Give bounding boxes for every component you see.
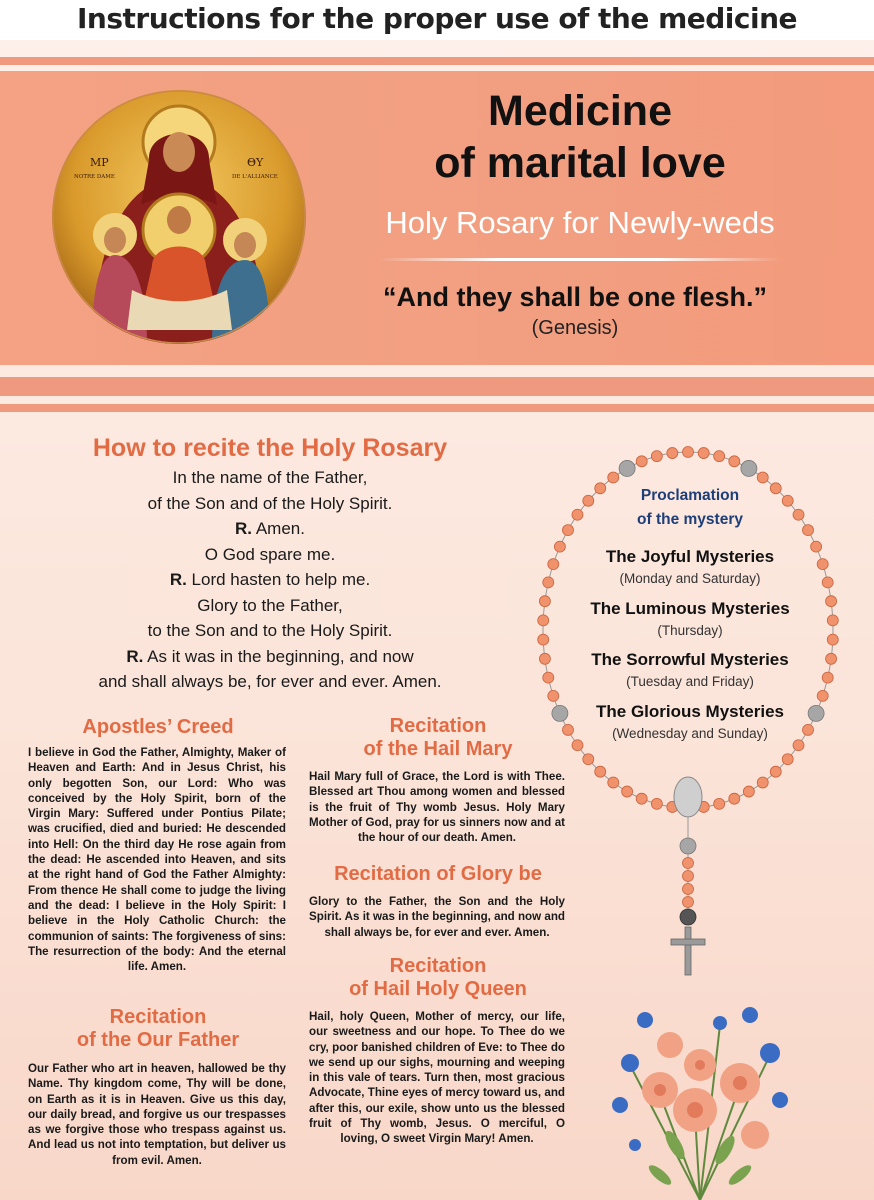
rosary-bead	[683, 447, 694, 458]
prayer-line	[40, 593, 500, 619]
prayer-line-text: and shall always be, for ever and ever. Amen.	[98, 672, 442, 691]
hero-divider	[378, 258, 780, 261]
hero-title-line2: of marital love	[434, 139, 726, 187]
rosary-bead	[714, 451, 725, 462]
rosary-bead	[583, 495, 594, 506]
rosary-bead	[539, 653, 550, 664]
prayer-line-text: O God spare me.	[204, 544, 336, 564]
rosary-bead	[608, 777, 619, 788]
rosary-bead	[651, 451, 662, 462]
rosary-bead	[636, 793, 647, 804]
rosary-bead	[538, 615, 549, 626]
rosary-bead	[714, 798, 725, 809]
hail-holy-queen-text: Hail, holy Queen, Mother of mercy, our life, our sweetness and our hope. To Thee do we cry, poor banished children of Eve: to Thee do we send up our sighs, mourning and weeping in this vale of tears. Turn then, most gracious Advocate, Thine eyes of mercy toward us, and after this, our exile, show unto us the blessed fruit of Thy womb, Jesus. O merciful, O loving, O sweet Virgin Mary! Amen.	[309, 1010, 565, 1146]
rosary-bead	[826, 596, 837, 607]
rosary-bead	[683, 897, 694, 908]
rosary-bead	[667, 448, 678, 459]
stripe-divider	[0, 377, 874, 396]
prayer-line-text: Amen.	[252, 519, 305, 538]
rosary-bead	[543, 577, 554, 588]
prayer-line-text: to the Son and to the Holy Spirit.	[147, 621, 393, 640]
mystery-name: The Glorious Mysteries	[596, 702, 784, 721]
rosary-bead	[548, 559, 559, 570]
rosary-bead	[683, 871, 694, 882]
glory-be-title: Recitation of Glory be	[334, 863, 542, 885]
rosary-cross	[685, 927, 691, 975]
rosary-bead	[770, 766, 781, 777]
rosary-bead	[803, 525, 814, 536]
our-father-title-line1: Recitation	[109, 1006, 207, 1028]
hero-title-line1: Medicine	[488, 87, 672, 135]
glory-be-text: Glory to the Father, the Son and the Holy Spirit. As it was in the beginning, and now and shall always be, for ever and ever. Amen.	[309, 895, 565, 939]
hail-holy-queen-title-line1: Recitation	[389, 955, 487, 977]
mystery-name: The Sorrowful Mysteries	[591, 650, 789, 669]
response-marker: R.	[126, 646, 144, 666]
icon-inscription: DE L'ALLIANCE	[232, 174, 278, 180]
mystery-days: (Tuesday and Friday)	[626, 674, 754, 689]
prayer-line	[40, 567, 500, 593]
rosary-bead	[683, 858, 694, 869]
mystery-days: (Thursday)	[657, 623, 723, 638]
rosary-bead	[822, 672, 833, 683]
response-marker: R.	[169, 570, 187, 589]
rosary-cross	[671, 939, 705, 945]
how-to-title: How to recite the Holy Rosary	[92, 434, 448, 462]
rosary-bead	[608, 472, 619, 483]
hero-quote-source: (Genesis)	[531, 317, 619, 339]
flower-bouquet-image	[600, 985, 800, 1200]
rosary-heading-line2: of the mystery	[637, 511, 743, 528]
rosary-bead-large	[680, 838, 696, 854]
response-marker: R.	[235, 519, 253, 538]
prayer-line	[40, 542, 500, 568]
our-father-text: Our Father who art in heaven, hallowed be thy Name. Thy kingdom come, Thy will be done, on Earth as it is in Heaven. Give us this day, our daily bread, and forgive us our trespasses as we forgive those who trespass against us. And lead us not into temptation, but deliver us from evil. Amen.	[28, 1062, 286, 1167]
rosary-bead	[757, 472, 768, 483]
rosary-bead	[595, 766, 606, 777]
rosary-bead-large	[741, 460, 757, 476]
rosary-medal	[674, 777, 702, 817]
rosary-bead	[548, 690, 559, 701]
hail-holy-queen-title-line2: of Hail Holy Queen	[349, 978, 527, 1000]
rosary-bead	[817, 690, 828, 701]
rosary-bead	[793, 509, 804, 520]
rosary-bead	[743, 786, 754, 797]
rosary-bead	[683, 884, 694, 895]
prayer-line	[40, 669, 500, 695]
prayer-line	[40, 516, 500, 542]
prayer-line-text: In the name of the Father,	[172, 468, 368, 487]
rosary-bead	[827, 615, 838, 626]
hail-mary-title-line1: Recitation	[389, 715, 487, 737]
rosary-bead	[729, 793, 740, 804]
icon-image	[52, 90, 306, 344]
prayer-line	[40, 618, 500, 644]
prayer-line-text: As it was in the beginning, and now	[143, 646, 414, 666]
icon-inscription: NOTRE DAME	[74, 174, 115, 180]
mystery-name: The Joyful Mysteries	[605, 547, 775, 566]
rosary-bead	[782, 495, 793, 506]
rosary-bead	[729, 456, 740, 467]
hero-subtitle: Holy Rosary for Newly-weds	[385, 205, 775, 240]
rosary-bead	[538, 634, 549, 645]
hail-mary-text: Hail Mary full of Grace, the Lord is with Thee. Blessed art Thou among women and blessed is the fruit of Thy womb Jesus. Holy Mary Mother of God, pray for us sinners now and at the hour of our death. Amen.	[309, 770, 565, 845]
prayer-line-text: Lord hasten to help me.	[186, 570, 371, 589]
rosary-bead	[782, 754, 793, 765]
apostles-creed-text: I believe in God the Father, Almighty, Maker of Heaven and Earth: And in Jesus Christ, his only begotten Son, our Lord: Who was conceived by the Holy Spirit, born of the Virgin Mary: Suffered under Pontius Pilate; was crucified, died and buried: He descended into Hell: On the third day He rose again from the dead: He ascended into Heaven, and sits at the right hand of God the Father Almighty: From thence He shall come to judge the living and the dead: I believe in the Holy Spirit: I believe in the Holy Catholic Church: the communion of saints: The forgiveness of sins: The resurrection of the body: And the eternal life. Amen.	[28, 746, 286, 974]
rosary-bead	[622, 786, 633, 797]
rosary-bead	[822, 577, 833, 588]
stripe-divider	[0, 404, 874, 412]
rosary-bead	[583, 754, 594, 765]
prayer-line-text: Glory to the Father,	[197, 595, 343, 615]
rosary-bead	[651, 798, 662, 809]
stripe-divider	[0, 57, 874, 65]
rosary-heading-line1: Proclamation	[640, 487, 740, 504]
rosary-bead	[562, 525, 573, 536]
rosary-bead	[572, 509, 583, 520]
hero-quote: “And they shall be one flesh.”	[382, 282, 768, 312]
mystery-days: (Monday and Saturday)	[619, 571, 761, 586]
prayer-line	[40, 465, 500, 491]
rosary-bead	[539, 596, 550, 607]
rosary-bead-large	[619, 460, 635, 476]
prayer-line	[40, 644, 500, 670]
mystery-days: (Wednesday and Sunday)	[612, 726, 768, 741]
icon-inscription: MP	[90, 156, 109, 169]
mystery-name: The Luminous Mysteries	[590, 599, 790, 618]
rosary-bead	[826, 653, 837, 664]
rosary-bead	[636, 456, 647, 467]
hail-mary-title-line2: of the Hail Mary	[363, 738, 513, 760]
prayer-line-text: of the Son and of the Holy Spirit.	[147, 493, 393, 513]
rosary-bead-large	[680, 909, 696, 925]
how-to-prayer	[40, 465, 500, 695]
prayer-line	[40, 491, 500, 517]
rosary-bead	[827, 634, 838, 645]
rosary-bead	[698, 448, 709, 459]
icon-inscription: ΘY	[247, 156, 264, 169]
apostles-creed-title: Apostles’ Creed	[82, 716, 234, 738]
rosary-bead	[757, 777, 768, 788]
instructions-title: Instructions for the proper use of the medicine	[0, 0, 874, 40]
our-father-title-line2: of the Our Father	[76, 1029, 240, 1051]
rosary-bead	[543, 672, 554, 683]
